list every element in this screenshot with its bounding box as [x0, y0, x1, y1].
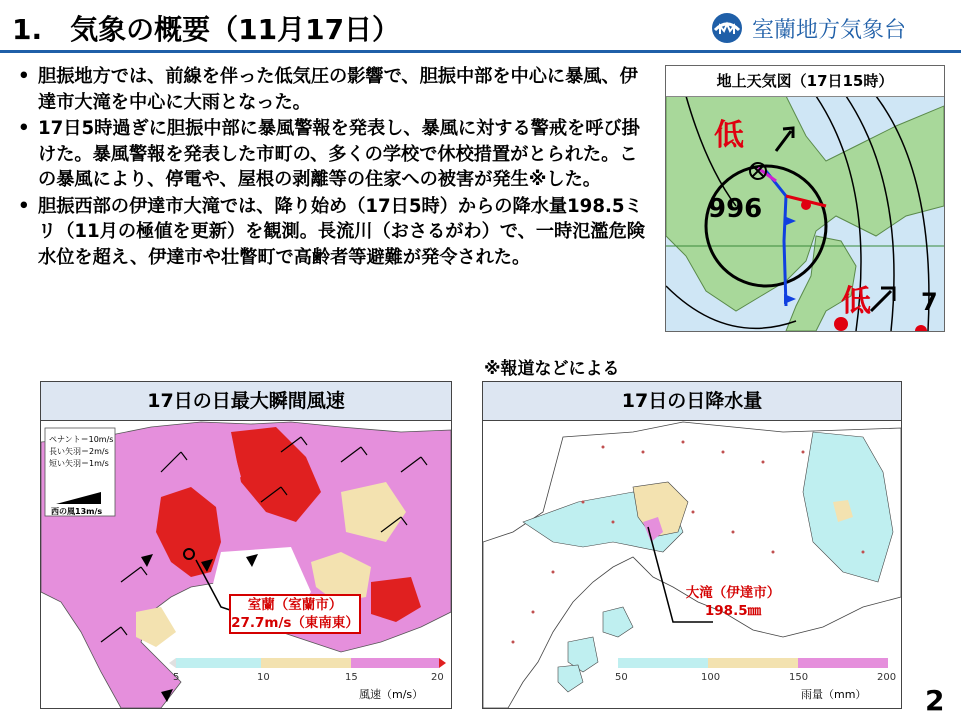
- wind-legend-example: 西の風13m/s: [51, 507, 103, 516]
- rain-scale-tick: 50: [615, 672, 628, 683]
- rain-callout: [683, 584, 783, 620]
- wind-legend-short-barb: 短い矢羽＝1m/s: [49, 459, 109, 468]
- summary-item: • 17日5時過ぎに胆振中部に暴風警報を発表し、暴風に対する警戒を呼び掛けた。暴風警報を発表した市町の、多くの学校で休校措置がとられた。この暴風により、停電や、屋根の剥離等の住家への被害が発生※した。: [18, 118, 640, 190]
- office-name: 室蘭地方気象台: [752, 18, 907, 43]
- wind-panel: [40, 381, 452, 709]
- rain-scale-tick: 100: [701, 672, 721, 683]
- rain-callout-value: 198.5㎜: [704, 603, 762, 619]
- wind-panel-title: 17日の日最大瞬間風速: [41, 382, 451, 421]
- low-pressure-mark: 低: [714, 118, 744, 153]
- wind-legend-pennant: ペナント＝10m/s: [49, 435, 114, 444]
- surface-weather-map: [665, 65, 945, 332]
- wind-scale-tick: 5: [173, 672, 180, 683]
- summary-item: • 胆振西部の伊達市大滝では、降り始め（17日5時）からの降水量198.5ミリ（11月の極値を更新）を観測。長流川（おさるがわ）で、一時氾濫危険水位を超え、伊達市や壮瞥町で高齢者等避難が発令された。: [18, 195, 645, 268]
- rain-panel: [482, 381, 902, 709]
- header: [0, 0, 961, 50]
- wind-map: [41, 382, 451, 708]
- arrow-number: 7: [921, 288, 938, 316]
- page-title: 1. 気象の概要（11月17日）: [12, 13, 401, 46]
- wind-unit-label: 風速（m/s）: [359, 688, 424, 701]
- rain-map: [483, 382, 901, 708]
- source-note: ※報道などによる: [484, 359, 620, 379]
- title-underline: [0, 50, 961, 53]
- summary-item: • 胆振地方では、前線を伴った低気圧の影響で、胆振中部を中心に暴風、伊達市大滝を中心に大雨となった。: [18, 66, 638, 113]
- jma-logo-icon: [711, 12, 743, 44]
- weather-map-label: 地上天気図（17日15時）: [666, 66, 944, 97]
- page-number: 2: [925, 684, 945, 717]
- rain-scale-tick: 150: [789, 672, 809, 683]
- wind-scale-tick: 10: [257, 672, 270, 683]
- wind-scale-tick: 20: [431, 672, 444, 683]
- wind-callout-value: 27.7m/s（東南東）: [231, 615, 359, 631]
- wind-callout-place: 室蘭（室蘭市）: [247, 597, 343, 613]
- wind-callout: [229, 594, 361, 634]
- rain-panel-title: 17日の日降水量: [483, 382, 901, 421]
- low-pressure-mark-2: 低: [841, 284, 871, 319]
- rain-unit-label: 雨量（mm）: [801, 688, 867, 701]
- rain-scale-tick: 200: [877, 672, 897, 683]
- wind-scale-tick: 15: [345, 672, 358, 683]
- wind-legend-long-barb: 長い矢羽＝2m/s: [49, 447, 109, 456]
- summary-list: [14, 64, 654, 271]
- rain-callout-place: 大滝（伊達市）: [685, 585, 781, 601]
- central-pressure: 996: [708, 194, 763, 224]
